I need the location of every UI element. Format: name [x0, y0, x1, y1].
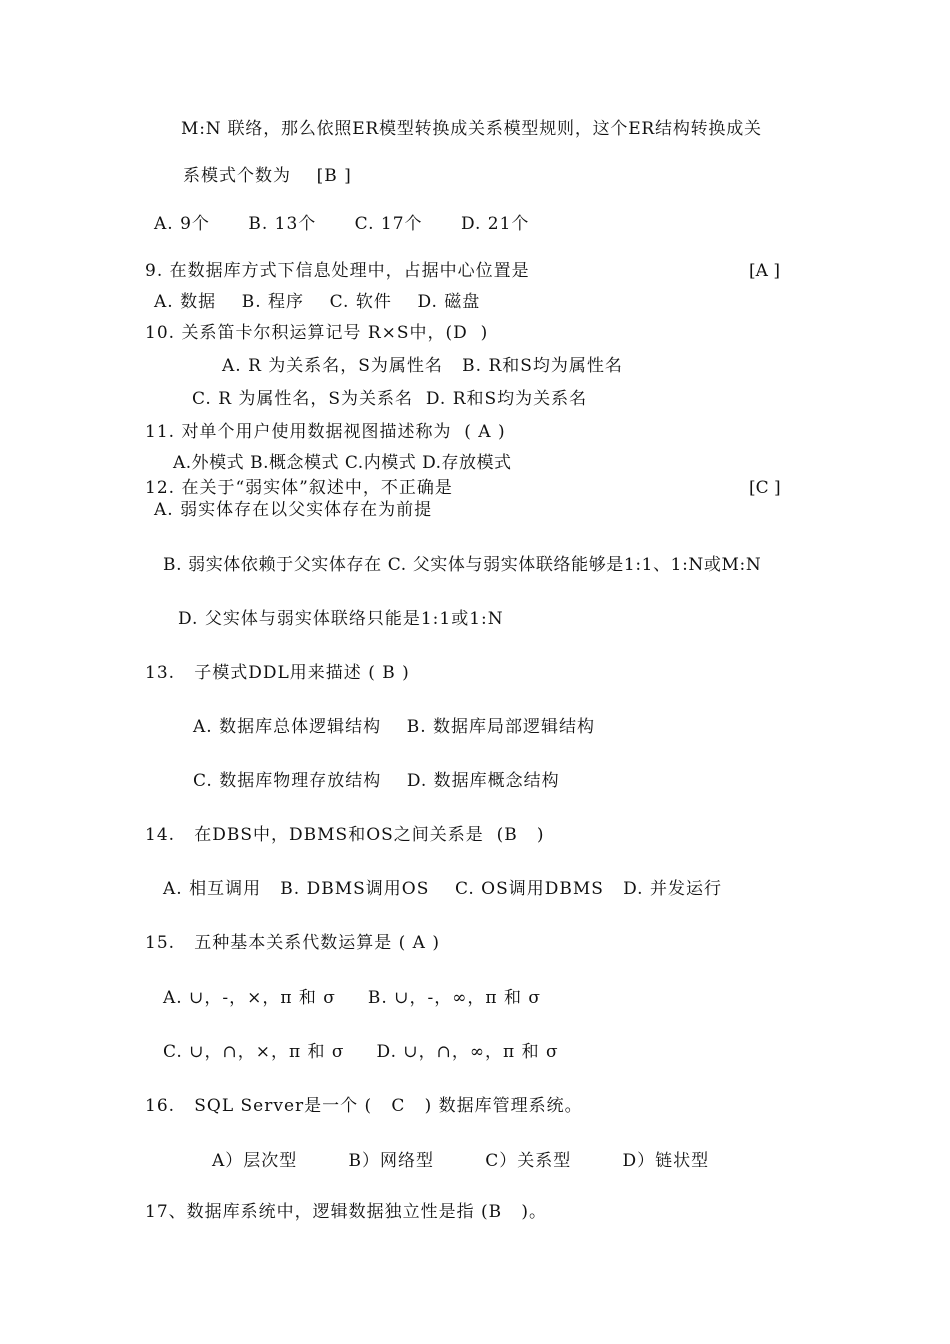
q11-stem: 11. 对单个用户使用数据视图描述称为 ( A ) [145, 422, 506, 442]
q10-stem: 10. 关系笛卡尔积运算记号 R×S中，(D ) [145, 323, 489, 343]
q17-stem: 17、数据库系统中，逻辑数据独立性是指 (B )。 [145, 1202, 548, 1222]
q8-options: A. 9个 B. 13个 C. 17个 D. 21个 [154, 214, 530, 234]
q13-options-line1: A. 数据库总体逻辑结构 B. 数据库局部逻辑结构 [193, 717, 595, 737]
q14-options: A. 相互调用 B. DBMS调用OS C. OS调用DBMS D. 并发运行 [163, 879, 722, 899]
q14-stem: 14. 在DBS中，DBMS和OS之间关系是 (B ) [145, 825, 545, 845]
q11-options: A.外模式 B.概念模式 C.内模式 D.存放模式 [173, 453, 512, 473]
q9-stem: 9. 在数据库方式下信息处理中，占据中心位置是 [145, 261, 530, 281]
q10-options-line1: A. R 为关系名，S为属性名 B. R和S均为属性名 [222, 356, 623, 376]
q8-stem-line2: 系模式个数为 [B ] [183, 166, 352, 186]
q15-options-line2: C. ∪，∩，×，π 和 σ D. ∪，∩，∞，π 和 σ [163, 1042, 559, 1062]
q13-stem: 13. 子模式DDL用来描述 ( B ) [145, 663, 410, 683]
q12-option-d: D. 父实体与弱实体联络只能是1:1或1:N [178, 609, 504, 629]
q9-answer: [A ] [749, 261, 780, 281]
q10-options-line2: C. R 为属性名，S为关系名 D. R和S均为关系名 [192, 389, 588, 409]
q9-options: A. 数据 B. 程序 C. 软件 D. 磁盘 [154, 292, 481, 312]
q12-answer: [C ] [749, 478, 781, 498]
q15-stem: 15. 五种基本关系代数运算是 ( A ) [145, 933, 440, 953]
q16-options: A）层次型 B）网络型 C）关系型 D）链状型 [212, 1151, 710, 1171]
q12-option-a: A. 弱实体存在以父实体存在为前提 [154, 500, 433, 520]
q12-stem: 12. 在关于“弱实体”叙述中，不正确是 [145, 478, 453, 498]
q16-stem: 16. SQL Server是一个 ( C ) 数据库管理系统。 [145, 1096, 583, 1116]
q8-stem-line1: M:N 联络，那么依照ER模型转换成关系模型规则，这个ER结构转换成关 [181, 119, 762, 139]
q12-options-bc: B. 弱实体依赖于父实体存在 C. 父实体与弱实体联络能够是1:1、1:N或M:N [163, 555, 762, 575]
q15-options-line1: A. ∪，-，×，π 和 σ B. ∪，-，∞，π 和 σ [163, 988, 541, 1008]
q13-options-line2: C. 数据库物理存放结构 D. 数据库概念结构 [193, 771, 560, 791]
